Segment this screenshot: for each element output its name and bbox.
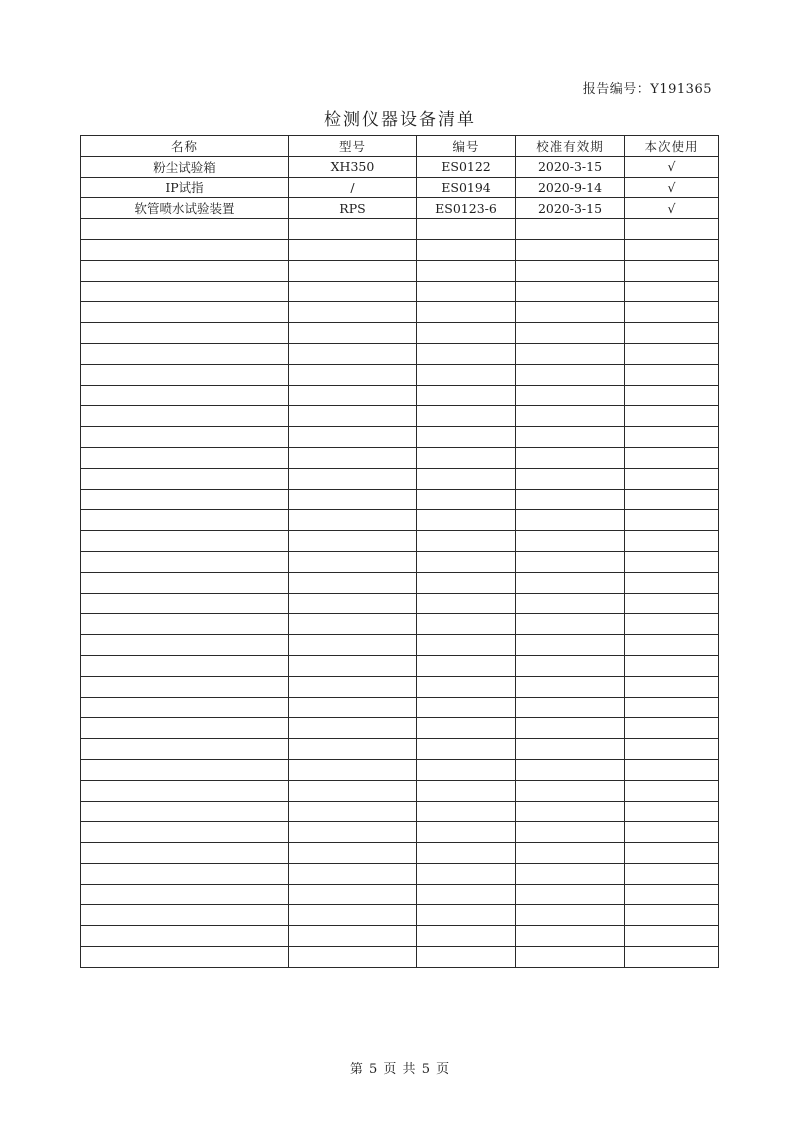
empty-cell [417,905,516,926]
empty-cell [289,531,417,552]
empty-table-row [81,323,719,344]
empty-table-row [81,219,719,240]
empty-cell [516,822,625,843]
empty-cell [625,510,719,531]
empty-cell [516,468,625,489]
empty-cell [417,801,516,822]
empty-cell [625,780,719,801]
header-model: 型号 [289,136,417,157]
empty-cell [417,926,516,947]
empty-cell [81,863,289,884]
header-used-this-time: 本次使用 [625,136,719,157]
empty-table-row [81,697,719,718]
empty-cell [81,697,289,718]
empty-cell [289,739,417,760]
empty-cell [81,406,289,427]
empty-cell [289,406,417,427]
empty-cell [516,593,625,614]
cell-calibration-expiry: 2020-9-14 [516,177,625,198]
empty-cell [625,447,719,468]
empty-cell [625,697,719,718]
empty-cell [625,759,719,780]
empty-cell [81,947,289,968]
empty-cell [516,489,625,510]
empty-cell [625,385,719,406]
empty-cell [81,302,289,323]
empty-cell [81,780,289,801]
table-row [81,177,719,198]
cell-model: RPS [289,198,417,219]
cell-name: IP试指 [81,177,289,198]
empty-cell [516,385,625,406]
empty-table-row [81,759,719,780]
empty-cell [289,926,417,947]
empty-cell [516,718,625,739]
empty-table-row [81,510,719,531]
empty-cell [289,676,417,697]
equipment-table [80,135,719,968]
empty-cell [81,676,289,697]
report-number: 报告编号：Y191365 [582,82,712,97]
cell-serial-number: ES0123-6 [417,198,516,219]
empty-cell [516,655,625,676]
empty-cell [417,614,516,635]
empty-cell [289,635,417,656]
empty-cell [81,655,289,676]
empty-table-row [81,406,719,427]
empty-cell [81,385,289,406]
cell-serial-number: ES0122 [417,156,516,177]
empty-cell [289,863,417,884]
empty-cell [289,281,417,302]
empty-cell [417,427,516,448]
empty-cell [289,385,417,406]
empty-cell [625,468,719,489]
empty-table-row [81,863,719,884]
empty-cell [289,759,417,780]
empty-cell [625,926,719,947]
header-name: 名称 [81,136,289,157]
empty-cell [289,343,417,364]
table-row [81,198,719,219]
empty-cell [625,489,719,510]
empty-cell [417,406,516,427]
empty-table-row [81,551,719,572]
empty-cell [289,447,417,468]
empty-cell [417,343,516,364]
empty-cell [81,884,289,905]
empty-cell [516,801,625,822]
empty-cell [289,427,417,448]
empty-cell [417,759,516,780]
empty-table-row [81,822,719,843]
empty-cell [417,323,516,344]
empty-cell [625,739,719,760]
empty-cell [625,302,719,323]
empty-cell [417,822,516,843]
empty-cell [516,780,625,801]
empty-cell [289,780,417,801]
empty-cell [289,239,417,260]
empty-table-row [81,281,719,302]
empty-cell [417,302,516,323]
empty-cell [625,884,719,905]
empty-table-row [81,926,719,947]
empty-cell [625,551,719,572]
empty-cell [289,260,417,281]
empty-cell [81,364,289,385]
empty-cell [417,593,516,614]
empty-cell [81,239,289,260]
empty-cell [625,614,719,635]
empty-cell [289,510,417,531]
empty-cell [516,697,625,718]
empty-cell [289,323,417,344]
empty-cell [81,801,289,822]
empty-cell [625,343,719,364]
empty-cell [516,551,625,572]
empty-cell [625,219,719,240]
empty-cell [625,281,719,302]
header-calibration-expiry: 校准有效期 [516,136,625,157]
empty-cell [289,655,417,676]
empty-table-row [81,302,719,323]
empty-cell [289,551,417,572]
empty-table-row [81,884,719,905]
empty-cell [417,863,516,884]
empty-cell [516,739,625,760]
empty-cell [625,572,719,593]
empty-cell [417,843,516,864]
empty-cell [516,510,625,531]
empty-table-row [81,801,719,822]
empty-cell [81,489,289,510]
empty-cell [417,676,516,697]
empty-cell [625,260,719,281]
cell-calibration-expiry: 2020-3-15 [516,156,625,177]
empty-table-row [81,447,719,468]
empty-cell [516,759,625,780]
empty-cell [417,447,516,468]
empty-cell [516,323,625,344]
empty-cell [516,302,625,323]
empty-cell [625,718,719,739]
empty-cell [625,843,719,864]
cell-name: 软管喷水试验装置 [81,198,289,219]
empty-table-row [81,364,719,385]
empty-cell [289,884,417,905]
cell-used-check: √ [625,156,719,177]
empty-cell [81,905,289,926]
empty-table-row [81,385,719,406]
empty-cell [625,427,719,448]
empty-cell [625,676,719,697]
page-footer: 第 5 页 共 5 页 [349,1062,451,1077]
empty-cell [417,739,516,760]
empty-cell [516,364,625,385]
empty-cell [516,219,625,240]
empty-cell [625,323,719,344]
empty-cell [289,905,417,926]
empty-cell [289,593,417,614]
empty-cell [81,468,289,489]
empty-table-row [81,905,719,926]
empty-cell [81,926,289,947]
empty-cell [81,635,289,656]
empty-cell [289,697,417,718]
empty-cell [625,863,719,884]
empty-cell [417,572,516,593]
empty-cell [516,531,625,552]
table-row [81,156,719,177]
empty-cell [625,947,719,968]
empty-table-row [81,427,719,448]
empty-cell [625,593,719,614]
empty-cell [289,572,417,593]
empty-cell [625,655,719,676]
empty-cell [289,718,417,739]
empty-cell [625,635,719,656]
empty-cell [417,385,516,406]
empty-cell [516,905,625,926]
empty-cell [81,343,289,364]
empty-cell [417,239,516,260]
empty-cell [516,676,625,697]
empty-cell [417,489,516,510]
empty-cell [625,531,719,552]
empty-table-row [81,739,719,760]
empty-cell [417,281,516,302]
empty-cell [81,260,289,281]
empty-cell [516,406,625,427]
empty-cell [516,884,625,905]
empty-table-row [81,947,719,968]
empty-cell [516,947,625,968]
empty-cell [81,447,289,468]
empty-cell [81,593,289,614]
empty-cell [81,572,289,593]
empty-cell [417,718,516,739]
cell-used-check: √ [625,177,719,198]
empty-table-row [81,635,719,656]
empty-cell [81,551,289,572]
empty-cell [289,302,417,323]
empty-cell [516,635,625,656]
document-title: 检测仪器设备清单 [324,110,476,130]
empty-cell [81,614,289,635]
empty-cell [516,843,625,864]
empty-cell [289,468,417,489]
empty-cell [417,531,516,552]
empty-cell [625,822,719,843]
empty-cell [417,780,516,801]
empty-cell [417,884,516,905]
cell-used-check: √ [625,198,719,219]
empty-cell [81,510,289,531]
empty-cell [516,572,625,593]
empty-cell [81,219,289,240]
empty-cell [81,759,289,780]
empty-cell [417,364,516,385]
cell-serial-number: ES0194 [417,177,516,198]
empty-cell [417,219,516,240]
empty-cell [289,822,417,843]
cell-model: / [289,177,417,198]
empty-cell [417,635,516,656]
empty-table-row [81,468,719,489]
empty-cell [417,510,516,531]
empty-cell [625,406,719,427]
empty-table-row [81,676,719,697]
empty-cell [516,281,625,302]
empty-table-row [81,572,719,593]
empty-table-row [81,489,719,510]
empty-cell [81,427,289,448]
empty-cell [81,718,289,739]
empty-cell [81,822,289,843]
empty-table-row [81,531,719,552]
empty-cell [516,614,625,635]
empty-cell [516,926,625,947]
cell-calibration-expiry: 2020-3-15 [516,198,625,219]
empty-table-row [81,614,719,635]
empty-cell [417,655,516,676]
cell-name: 粉尘试验箱 [81,156,289,177]
empty-cell [289,614,417,635]
empty-cell [81,739,289,760]
empty-cell [625,905,719,926]
empty-cell [289,843,417,864]
empty-cell [417,260,516,281]
empty-cell [516,343,625,364]
empty-table-row [81,780,719,801]
empty-cell [625,239,719,260]
empty-table-row [81,593,719,614]
empty-cell [417,947,516,968]
cell-model: XH350 [289,156,417,177]
empty-cell [516,239,625,260]
empty-cell [289,947,417,968]
empty-cell [516,447,625,468]
empty-cell [81,323,289,344]
empty-cell [81,531,289,552]
empty-cell [625,364,719,385]
empty-cell [289,364,417,385]
empty-table-row [81,343,719,364]
empty-cell [81,843,289,864]
empty-table-row [81,718,719,739]
empty-cell [289,801,417,822]
empty-cell [81,281,289,302]
empty-cell [516,427,625,448]
empty-cell [417,551,516,572]
empty-cell [625,801,719,822]
header-serial-number: 编号 [417,136,516,157]
empty-cell [289,489,417,510]
empty-cell [289,219,417,240]
empty-cell [417,697,516,718]
empty-cell [417,468,516,489]
table-header-row [81,136,719,157]
empty-cell [516,863,625,884]
empty-cell [516,260,625,281]
empty-table-row [81,655,719,676]
empty-table-row [81,260,719,281]
empty-table-row [81,843,719,864]
empty-table-row [81,239,719,260]
